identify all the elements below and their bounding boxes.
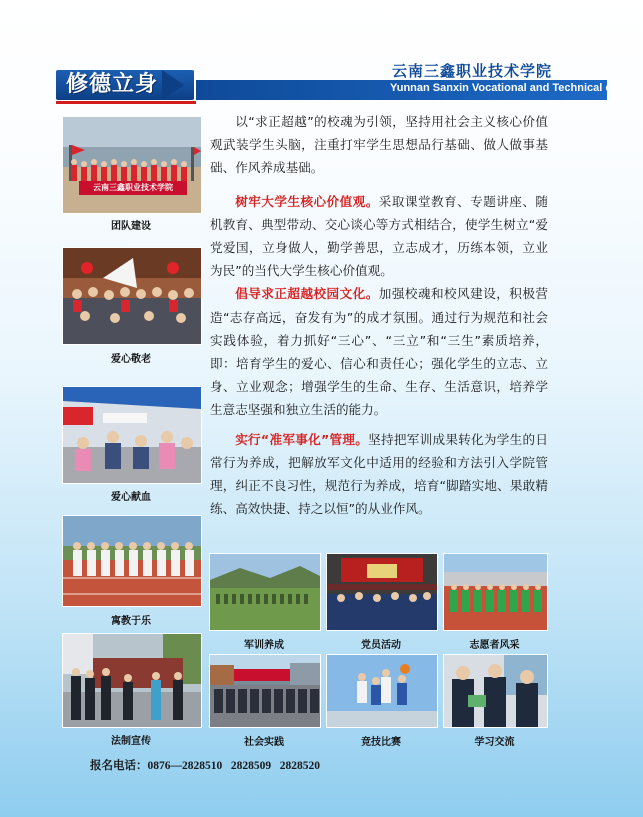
caption-elderly-care: 爱心敬老 (111, 354, 151, 365)
campus-culture-heading: 倡导求正超越校园文化。 (235, 286, 379, 302)
photo-elderly-care (62, 247, 202, 345)
photo-social-practice (209, 654, 321, 728)
section-title: 修德立身 (66, 72, 159, 97)
college-name-en: Yunnan Sanxin Vocational and Technical college (390, 82, 643, 94)
caption-social-practice: 社会实践 (244, 737, 284, 748)
campus-culture-paragraph (210, 282, 548, 421)
intro-text: 以“求正超越”的校魂为引领，坚持用社会主义核心价值观武装学生头脑，注重打牢学生思想品行基础、做人做事基础、作风养成基础。 (210, 114, 548, 176)
page-header (0, 0, 643, 110)
caption-legal-publicity: 法制宣传 (111, 736, 151, 747)
photo-legal-publicity (62, 633, 202, 728)
caption-volunteers: 志愿者风采 (469, 640, 520, 651)
core-values-heading: 树牢大学生核心价值观。 (235, 193, 379, 209)
photo-study-exchange (443, 654, 548, 728)
caption-study-exchange: 学习交流 (474, 737, 515, 748)
caption-blood-donation: 爱心献血 (111, 492, 151, 503)
photo-military-training (209, 553, 321, 631)
campus-culture-body: 加强校魂和校风建设，积极营造“志存高远，奋发有为”的成才氛围。通过行为规范和社会实践体验，着力抓好“三心”、“三立”和“三生”素质培养，即：培育学生的爱心、信心和责任心；强化学生的立志、立身、立业观念；增强学生的生命、生存、生活意识，培养学生意志坚强和独立生活的能力。 (210, 286, 549, 418)
photo-competition (326, 654, 438, 728)
caption-competition: 竞技比赛 (361, 737, 401, 748)
caption-military-training: 军训养成 (244, 640, 284, 651)
main-text-block (210, 110, 548, 520)
team-banner-text: 云南三鑫职业技术学院 (93, 183, 173, 192)
enrollment-contact (90, 757, 320, 773)
military-management-heading: 实行“准军事化”管理。 (235, 431, 369, 447)
caption-fun-learning: 寓教于乐 (111, 616, 151, 627)
photo-team-building (62, 116, 202, 214)
military-management-paragraph (210, 428, 548, 521)
caption-party-activity: 党员活动 (361, 640, 401, 651)
intro-paragraph (210, 110, 548, 180)
contact-label: 报名电话： (90, 758, 148, 772)
title-underline (56, 101, 196, 104)
photo-volunteers (443, 553, 548, 631)
contact-numbers: 0876—2828510 2828509 2828520 (147, 760, 320, 772)
core-values-body: 采取课堂教育、专题讲座、随机教育、典型带动、交心谈心等方式相结合，使学生树立“爱党爱国，立身做人，勤学善思，立志成才，历练本领，立业为民”的当代大学生核心价值观。 (210, 193, 549, 279)
photo-party-activity (326, 553, 438, 631)
core-values-paragraph (210, 190, 548, 283)
college-name-cn: 云南三鑫职业技术学院 (392, 62, 553, 80)
photo-fun-learning (62, 515, 202, 607)
title-accent-shape (162, 70, 184, 100)
photo-blood-donation (62, 386, 202, 484)
caption-team-building: 团队建设 (111, 221, 151, 232)
military-management-body: 坚持把军训成果转化为学生的日常行为养成，把解放军文化中适用的经验和方法引入学院管理，纠正不良习性，规范行为养成，培育“脚踏实地、果敢精练、高效快捷、持之以恒”的从业作风。 (210, 431, 548, 517)
